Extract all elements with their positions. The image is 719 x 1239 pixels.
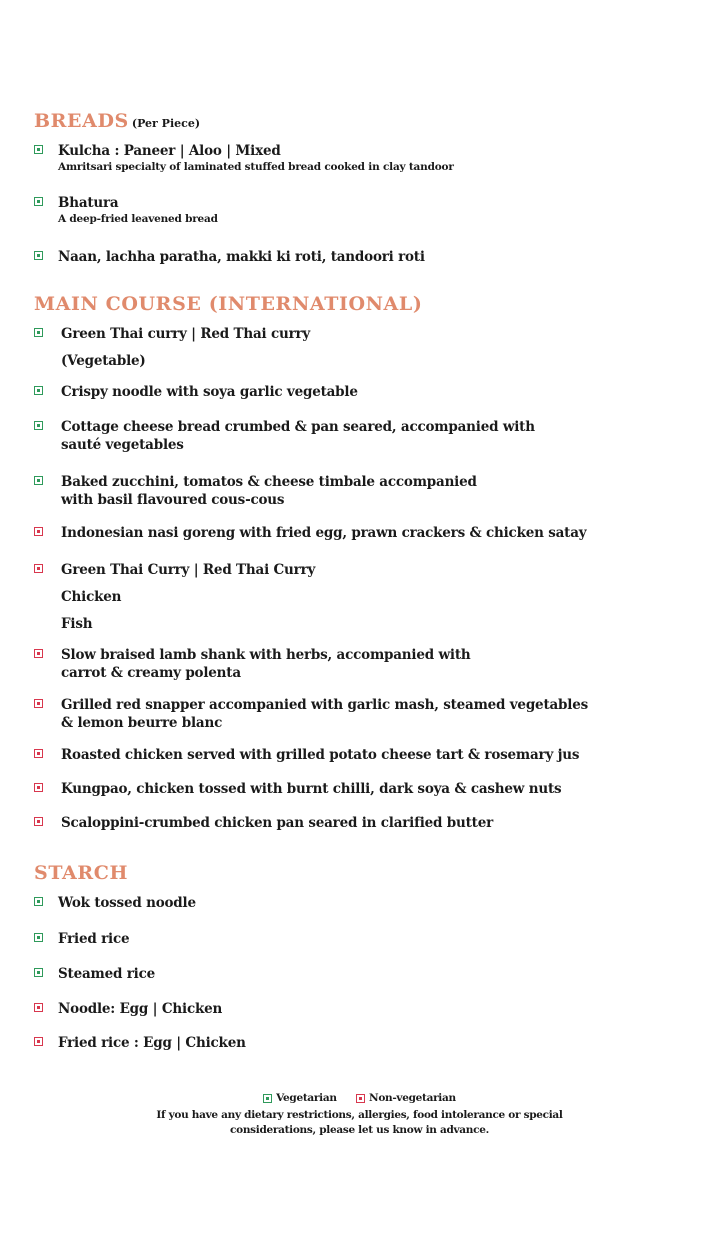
menu-item: [34, 325, 694, 370]
veg-icon: [34, 251, 43, 260]
item-name: Wok tossed noodle: [58, 895, 196, 911]
item-line: Baked zucchini, tomatos & cheese timbale accompanied: [61, 474, 477, 490]
item-line: Indonesian nasi goreng with fried egg, prawn crackers & chicken satay: [61, 525, 587, 541]
breads-subtitle: (Per Piece): [131, 117, 201, 130]
item-name: Fried rice: [58, 931, 130, 947]
item-line: carrot & creamy polenta: [61, 665, 241, 681]
veg-icon: [34, 421, 43, 430]
menu-item: [34, 965, 694, 983]
non-veg-icon: [34, 1003, 43, 1012]
legend-nonveg: [356, 1091, 456, 1106]
veg-icon: [34, 145, 43, 154]
item-name: Fried rice : Egg | Chicken: [58, 1035, 246, 1051]
item-description: A deep-fried leavened bread: [58, 213, 218, 225]
menu-item: [34, 646, 694, 682]
menu-item: [34, 930, 694, 948]
breads-heading: [34, 110, 200, 132]
item-line: Green Thai Curry | Red Thai Curry: [61, 562, 316, 578]
item-line: & lemon beurre blanc: [61, 715, 223, 731]
legend: [0, 1091, 719, 1108]
veg-icon: [34, 386, 43, 395]
menu-item: [34, 814, 694, 832]
menu-item: [34, 418, 694, 454]
item-line: (Vegetable): [61, 353, 146, 369]
item-line: Crispy noodle with soya garlic vegetable: [61, 384, 358, 400]
veg-icon: [34, 328, 43, 337]
menu-item: [34, 473, 694, 509]
item-line: Roasted chicken served with grilled potato cheese tart & rosemary jus: [61, 747, 580, 763]
menu-item: [34, 1034, 694, 1052]
item-line: with basil flavoured cous-cous: [61, 492, 285, 508]
main-course-heading: MAIN COURSE (INTERNATIONAL): [34, 293, 423, 315]
non-veg-icon: [34, 699, 43, 708]
menu-item: [34, 561, 694, 633]
non-veg-icon: [34, 783, 43, 792]
item-name: Naan, lachha paratha, makki ki roti, tandoori roti: [58, 249, 425, 265]
non-veg-icon: [356, 1094, 365, 1103]
legend-veg: [263, 1091, 337, 1106]
non-veg-icon: [34, 749, 43, 758]
item-description: Amritsari specialty of laminated stuffed bread cooked in clay tandoor: [58, 161, 454, 173]
veg-icon: [34, 197, 43, 206]
dietary-note-line1: If you have any dietary restrictions, allergies, food intolerance or special: [156, 1109, 563, 1121]
veg-icon: [34, 476, 43, 485]
item-line: Grilled red snapper accompanied with garlic mash, steamed vegetables: [61, 697, 588, 713]
non-veg-icon: [34, 817, 43, 826]
non-veg-icon: [34, 649, 43, 658]
veg-icon: [263, 1094, 272, 1103]
item-line: Green Thai curry | Red Thai curry: [61, 326, 311, 342]
veg-icon: [34, 897, 43, 906]
breads-title: BREADS: [34, 110, 129, 132]
item-name: Noodle: Egg | Chicken: [58, 1001, 223, 1017]
item-name: Bhatura: [58, 195, 119, 211]
menu-item: [34, 1000, 694, 1018]
item-line: Fish: [61, 616, 93, 632]
veg-icon: [34, 968, 43, 977]
item-line: Cottage cheese bread crumbed & pan seared, accompanied with: [61, 419, 535, 435]
menu-item: [34, 780, 694, 798]
item-line: Slow braised lamb shank with herbs, accompanied with: [61, 647, 471, 663]
item-line: Scaloppini-crumbed chicken pan seared in clarified butter: [61, 815, 493, 831]
non-veg-icon: [34, 564, 43, 573]
item-name: Kulcha : Paneer | Aloo | Mixed: [58, 143, 281, 159]
menu-footer: [0, 1091, 719, 1138]
non-veg-icon: [34, 527, 43, 536]
menu-item: [34, 696, 694, 732]
menu-item: [34, 194, 694, 226]
menu-item: [34, 524, 694, 542]
legend-veg-label: Vegetarian: [276, 1092, 337, 1104]
item-line: Kungpao, chicken tossed with burnt chilli, dark soya & cashew nuts: [61, 781, 562, 797]
item-line: sauté vegetables: [61, 437, 184, 453]
menu-item: [34, 383, 694, 401]
dietary-note-line2: considerations, please let us know in advance.: [230, 1124, 489, 1136]
legend-nonveg-label: Non-vegetarian: [369, 1092, 456, 1104]
veg-icon: [34, 933, 43, 942]
item-name: Steamed rice: [58, 966, 155, 982]
menu-item: [34, 248, 694, 266]
menu-item: [34, 894, 694, 912]
starch-heading: STARCH: [34, 862, 129, 884]
item-line: Chicken: [61, 589, 122, 605]
menu-item: [34, 746, 694, 764]
non-veg-icon: [34, 1037, 43, 1046]
menu-item: [34, 142, 694, 174]
